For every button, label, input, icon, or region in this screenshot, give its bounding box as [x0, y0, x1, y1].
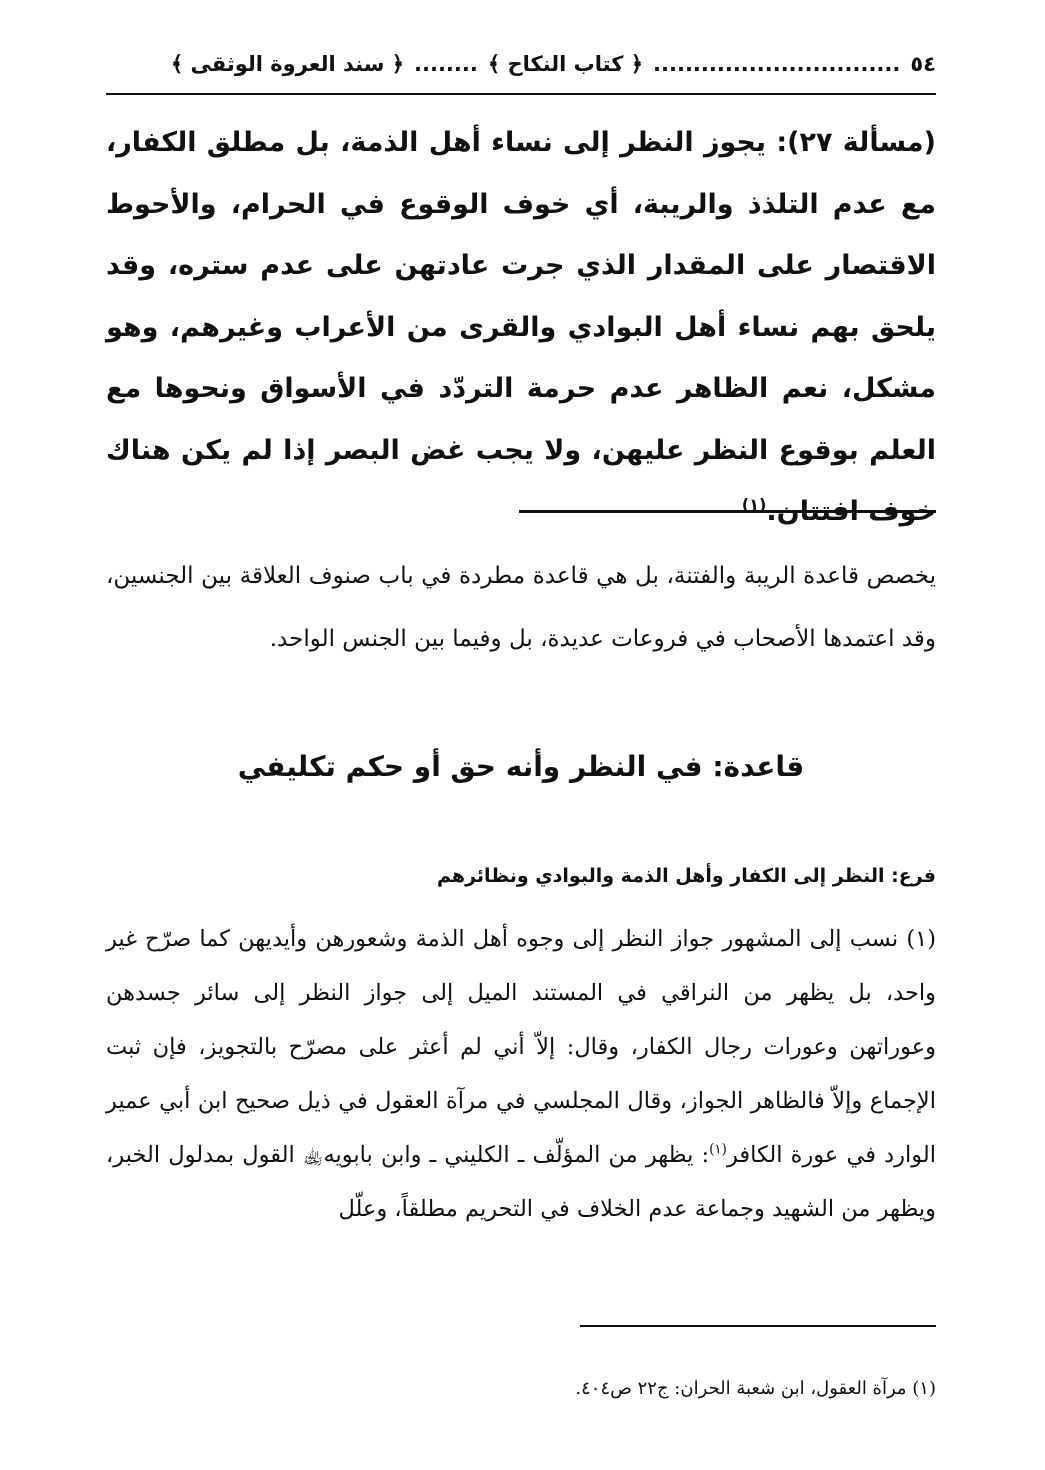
section-title: ﴿ كتاب النكاح ﴾: [487, 52, 644, 76]
book-title: ﴿ سند العروة الوثقى ﴾: [170, 52, 405, 76]
commentary-body: يخصص قاعدة الريبة والفتنة، بل هي قاعدة مطردة في باب صنوف العلاقة بين الجنسين، وقد اعتمدها الأصحاب في فروعات عديدة، بل وفيما بين الجنس الواحد.: [106, 563, 936, 652]
qaida-heading: قاعدة: في النظر وأنه حق أو حكم تكليفي: [237, 750, 805, 783]
masala-text: [106, 112, 936, 543]
footnote-inline-ref: (١): [709, 1141, 727, 1158]
running-header: [106, 38, 936, 90]
footnote-body-1: (١) نسب إلى المشهور جواز النظر إلى وجوه أهل الذمة وشعورهن وأيديهن كما صرّح غير واحد، بل يظهر من النراقي في المستند الميل إلى جواز النظر إلى سائر جسدهن وعوراتهن وعورات رجال الكفار، وقال: إلاّ أني لم أعثر على مصرّح بالتجويز، فإن ثبت الإجماع وإلاّ فالظاهر الجواز، وقال المجلسي في مرآة العقول في ذيل صحيح ابن أبي عمير الوارد في عورة الكافر: [106, 926, 937, 1168]
header-rule: [106, 93, 936, 95]
page-number: ٥٤: [910, 52, 936, 76]
header-titles: [171, 52, 936, 76]
masala-footnote-ref: (١): [741, 495, 767, 514]
bottom-footnote: (١) مرآة العقول، ابن شعبة الحران: ج٢٢ ص٤٠٤.: [575, 1378, 936, 1399]
footnote-body-2: : يظهر من المؤلّف ـ الكليني ـ وابن بابويه﵀ القول بمدلول الخبر، ويظهر من الشهيد وجماعة عدم الخلاف في التحريم مطلقاً، وعلّل: [106, 1142, 936, 1222]
section-divider: [519, 510, 936, 513]
far-subheading: فرع: النظر إلى الكفار وأهل الذمة والبوادي ونظائرهم: [437, 865, 936, 887]
header-dots: ........: [414, 52, 478, 76]
masala-body: (مسألة ٢٧): يجوز النظر إلى نساء أهل الذمة، بل مطلق الكفار، مع عدم التلذذ والريبة، أي خوف الوقوع في الحرام، والأحوط الاقتصار على المقدار الذي جرت عادتهن على عدم ستره، وقد يلحق بهم نساء أهل البوادي والقرى من الأعراب وغيرهم، وهو مشكل، نعم الظاهر عدم حرمة التردّد في الأسواق ونحوها مع العلم بوقوع النظر عليهن، ولا يجب غض البصر إذا لم يكن هناك خوف افتتان.: [106, 127, 936, 527]
header-dots-long: ...............................: [653, 52, 901, 76]
footnote-divider: [580, 1325, 936, 1327]
commentary-text: [106, 545, 936, 671]
footnote-commentary: [106, 912, 936, 1236]
